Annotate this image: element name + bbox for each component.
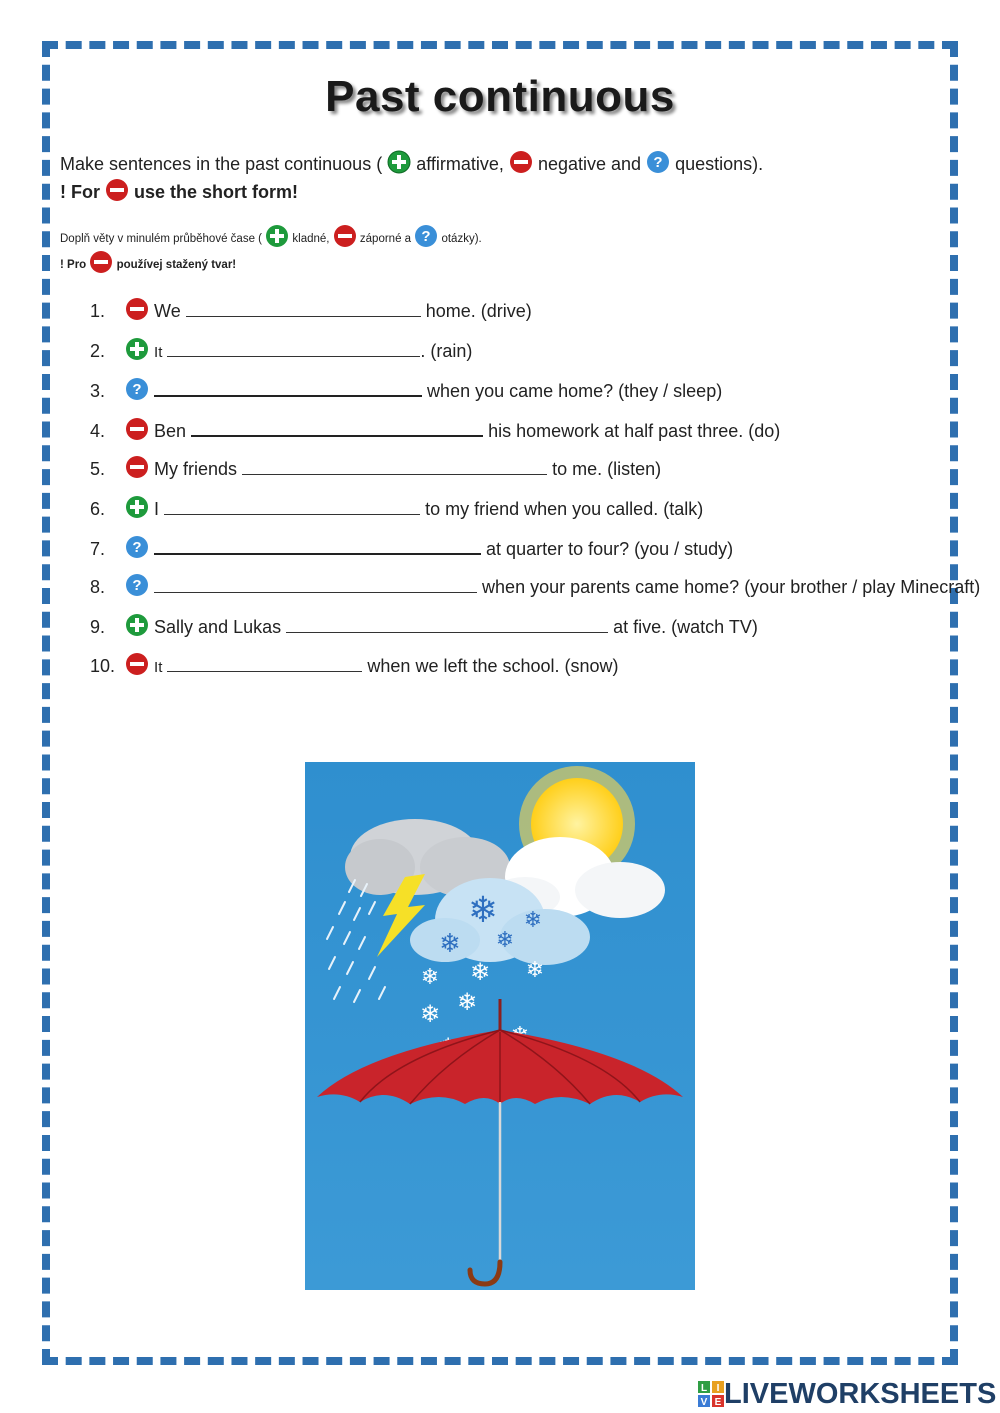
question-icon — [125, 535, 149, 559]
exercise-item: 6. I to my friend when you called. (talk) — [90, 496, 703, 522]
svg-text:L: L — [700, 1383, 708, 1394]
minus-icon — [125, 297, 149, 321]
svg-text:❄: ❄ — [495, 928, 515, 953]
liveworksheets-logo — [698, 1378, 996, 1410]
answer-blank[interactable] — [154, 377, 422, 397]
brand-name: LIVEWORKSHEETS — [724, 1377, 997, 1410]
answer-blank[interactable] — [154, 535, 481, 555]
exercise-item: 3. ? when you came home? (they / sleep) — [90, 377, 722, 403]
question-icon — [414, 224, 438, 248]
answer-blank[interactable] — [242, 456, 547, 475]
logo-mark-icon — [698, 1381, 724, 1407]
minus-icon — [125, 417, 149, 441]
svg-text:❄: ❄ — [420, 965, 440, 990]
weather-umbrella-illustration — [305, 762, 695, 1290]
question-icon — [646, 150, 670, 174]
minus-icon — [125, 455, 149, 479]
exercise-item: 10. It when we left the school. (snow) — [90, 653, 619, 679]
svg-text:V: V — [700, 1397, 708, 1407]
instructions-cz: Doplň věty v minulém průběhové čase ( kladné, záporné a ? otázky). — [60, 227, 482, 251]
svg-text:❄: ❄ — [419, 1000, 441, 1028]
plus-icon — [125, 337, 149, 361]
instructions-en: Make sentences in the past continuous ( affirmative, negative and ? questions). — [60, 153, 763, 177]
answer-blank[interactable] — [167, 653, 362, 672]
exercise-item: 2. It . (rain) — [90, 338, 472, 364]
svg-text:❄: ❄ — [469, 958, 491, 986]
plus-icon — [265, 224, 289, 248]
exercise-item: 5. My friends to me. (listen) — [90, 456, 661, 482]
svg-text:I: I — [716, 1383, 720, 1394]
minus-icon — [509, 150, 533, 174]
svg-text:?: ? — [653, 154, 663, 171]
minus-icon — [89, 250, 113, 274]
svg-text:?: ? — [132, 381, 142, 399]
answer-blank[interactable] — [154, 574, 477, 593]
exercise-item: 1. We home. (drive) — [90, 298, 532, 324]
minus-icon — [333, 224, 357, 248]
exercise-item: 7. ? at quarter to four? (you / study) — [90, 535, 733, 561]
plus-icon — [125, 495, 149, 519]
answer-blank[interactable] — [167, 338, 420, 357]
svg-text:❄: ❄ — [467, 890, 499, 931]
plus-icon — [387, 150, 411, 174]
svg-text:?: ? — [132, 577, 142, 595]
question-icon — [125, 377, 149, 401]
plus-icon — [125, 613, 149, 637]
answer-blank[interactable] — [191, 417, 483, 437]
svg-text:?: ? — [132, 539, 142, 557]
page-title: Past continuous — [325, 72, 675, 121]
instructions-en-note: ! For use the short form! — [60, 181, 298, 205]
exercise-item: 9. Sally and Lukas at five. (watch TV) — [90, 614, 758, 640]
answer-blank[interactable] — [286, 614, 608, 633]
svg-text:❄: ❄ — [525, 958, 545, 983]
answer-blank[interactable] — [164, 496, 420, 515]
svg-text:❄: ❄ — [439, 929, 461, 959]
minus-icon — [105, 178, 129, 202]
exercise-item: 8. ? when your parents came home? (your brother / play Minecraft) — [90, 574, 980, 600]
svg-text:❄: ❄ — [456, 988, 478, 1016]
svg-text:E: E — [714, 1397, 722, 1407]
instructions-cz-note: ! Pro používej stažený tvar! — [60, 253, 236, 277]
exercise-item: 4. Ben his homework at half past three. (do) — [90, 417, 780, 443]
svg-text:❄: ❄ — [523, 908, 543, 933]
answer-blank[interactable] — [186, 298, 421, 317]
question-icon — [125, 573, 149, 597]
svg-text:?: ? — [421, 228, 431, 245]
minus-icon — [125, 652, 149, 676]
